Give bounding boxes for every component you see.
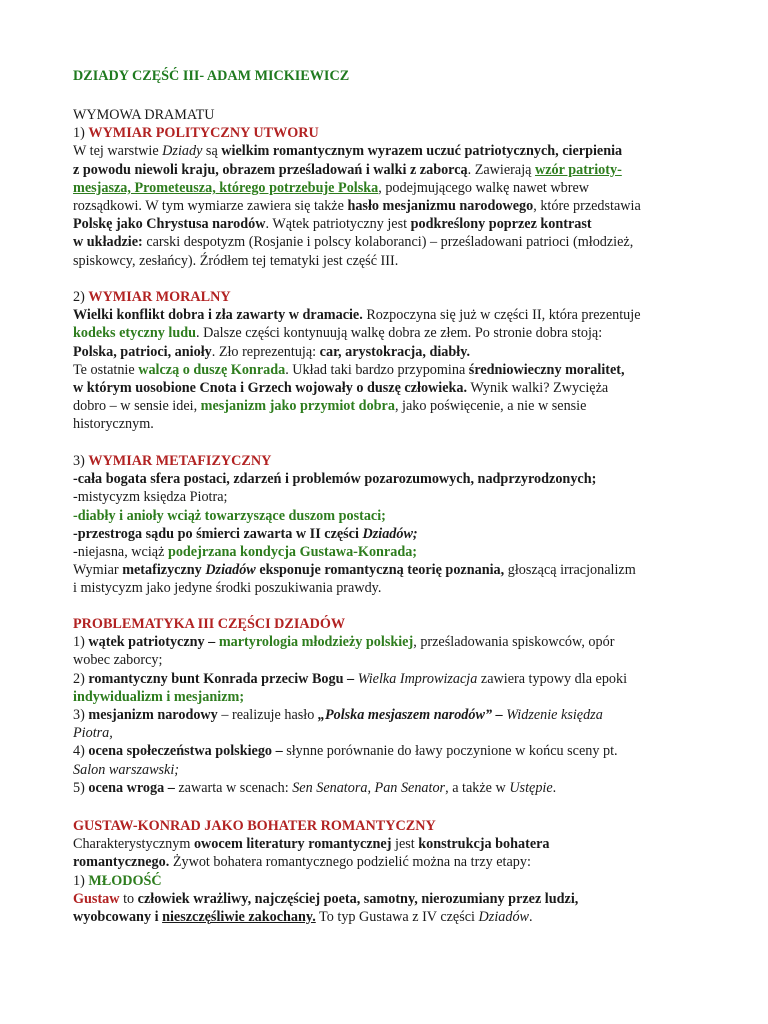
- text-run: W tej warstwie: [73, 143, 163, 160]
- paragraph-line: [73, 706, 684, 724]
- paragraph-line: [73, 197, 684, 215]
- paragraph-line: [73, 397, 684, 415]
- text-run: Polska, patrioci, anioły: [73, 343, 212, 360]
- text-run: dobro – w sensie idei,: [73, 398, 201, 415]
- text-run: to: [119, 890, 138, 907]
- paragraph-line: [73, 415, 684, 433]
- section-problematyka: [73, 615, 684, 797]
- text-run: -mistycyzm księdza Piotra;: [73, 489, 228, 506]
- text-run: w układzie:: [73, 234, 143, 251]
- text-run: Charakterystycznym: [73, 836, 194, 853]
- subsection-heading-line: [73, 872, 684, 890]
- paragraph-line: [73, 343, 684, 361]
- text-run: słynne porównanie do ławy poczynione w końcu sceny pt.: [286, 743, 618, 760]
- paragraph-line: [73, 835, 684, 853]
- text-run: , podejmującego walkę nawet wbrew: [378, 179, 589, 196]
- subsection-heading: WYMIAR POLITYCZNY UTWORU: [88, 125, 319, 142]
- text-run: Ustępie: [509, 779, 553, 796]
- text-run: – realizuje hasło: [217, 706, 318, 723]
- text-run: ocena społeczeństwa polskiego –: [88, 743, 287, 760]
- paragraph-line: [73, 761, 684, 779]
- text-run: wzór patrioty-: [534, 161, 622, 178]
- subsection-heading: WYMIAR METAFIZYCZNY: [88, 453, 272, 469]
- paragraph-line: [73, 488, 684, 506]
- text-run: 1): [73, 634, 89, 651]
- paragraph-line: [73, 507, 684, 525]
- text-run: hasło mesjanizmu narodowego: [347, 197, 534, 214]
- text-run: Dziadów: [205, 562, 256, 579]
- text-run: metafizyczny: [122, 562, 206, 579]
- text-run: spiskowcy, zesłańcy). Źródłem tej tematyki jest część III.: [73, 252, 399, 269]
- text-run: wątek patriotyczny –: [88, 634, 219, 651]
- text-run: podejrzana kondycja Gustawa-Konrada;: [167, 543, 418, 560]
- text-run: romantycznego.: [73, 854, 170, 871]
- text-run: mesjanizm narodowy: [88, 706, 218, 723]
- subsection-heading-line: [73, 452, 684, 470]
- text-run: Dziadów;: [362, 525, 418, 542]
- text-run: zawarta w scenach:: [178, 779, 293, 796]
- paragraph-line: [73, 161, 684, 179]
- text-run: Widzenie księdza: [506, 706, 603, 723]
- paragraph-line: [73, 361, 684, 379]
- text-run: Wielka Improwizacja: [357, 670, 478, 687]
- paragraph-line: [73, 561, 684, 579]
- text-run: Pan Senator: [374, 779, 446, 796]
- paragraph-line: [73, 525, 684, 543]
- paragraph-line: [73, 215, 684, 233]
- paragraph-line: [73, 688, 684, 706]
- text-run: Wymiar: [73, 562, 123, 579]
- text-run: , jako poświęcenie, a nie w sensie: [394, 398, 587, 415]
- text-run: i mistycyzm jako jedyne środki poszukiwania prawdy.: [73, 580, 382, 597]
- text-run: car, arystokracja, diabły.: [319, 343, 471, 360]
- paragraph-line: [73, 853, 684, 871]
- text-run: Dziadów: [478, 908, 529, 925]
- section-wymiar-moralny: [73, 288, 684, 434]
- paragraph-line: [73, 324, 684, 342]
- text-run: .: [529, 908, 533, 925]
- section-heading-line: [73, 817, 684, 835]
- text-run: ,: [367, 779, 375, 796]
- text-run: walczą o duszę Konrada: [138, 361, 286, 378]
- text-run: Polskę jako Chrystusa narodów: [73, 216, 266, 233]
- subsection-heading-line: [73, 288, 684, 306]
- text-run: martyrologia młodzieży polskiej: [218, 634, 414, 651]
- text-run: .: [552, 779, 557, 796]
- paragraph-line: [73, 579, 684, 597]
- text-run: -diabły i anioły wciąż towarzyszące duszom postaci;: [73, 507, 386, 524]
- section-wymiar-metafizyczny: [73, 452, 684, 598]
- paragraph-line: [73, 633, 684, 651]
- section-gustaw-konrad: [73, 817, 684, 926]
- paragraph-line: [73, 908, 684, 926]
- paragraph-line: [73, 470, 684, 488]
- text-run: Salon warszawski;: [73, 761, 180, 778]
- text-run: . Dalsze części kontynuują walkę dobra ze złem. Po stronie dobra stoją:: [195, 325, 603, 342]
- subsection-heading: WYMIAR MORALNY: [88, 289, 231, 305]
- text-run: Wynik walki? Zwycięża: [467, 379, 609, 396]
- paragraph-line: [73, 142, 684, 160]
- section-heading: GUSTAW-KONRAD JAKO BOHATER ROMANTYCZNY: [73, 818, 436, 834]
- text-run: wielkim romantycznym wyrazem uczuć patriotycznych, cierpienia: [221, 143, 623, 160]
- paragraph-line: [73, 379, 684, 397]
- paragraph-line: [73, 233, 684, 251]
- paragraph-line: [73, 742, 684, 760]
- text-run: Gustaw: [73, 890, 120, 907]
- text-run: , prześladowania spiskowców, opór: [413, 634, 615, 651]
- paragraph-line: [73, 779, 684, 797]
- section-heading: WYMOWA DRAMATU: [73, 107, 215, 123]
- text-run: . Zło reprezentują:: [211, 343, 320, 360]
- text-run: mesjanizm jako przymiot dobra: [200, 398, 395, 415]
- text-run: 3): [73, 706, 89, 723]
- list-number: 1): [73, 872, 89, 889]
- text-run: z powodu niewoli kraju, obrazem prześladowań i walki z zaborcą: [73, 161, 468, 178]
- text-run: -niejasna, wciąż: [73, 543, 168, 560]
- text-run: podkreślony poprzez kontrast: [410, 216, 592, 233]
- text-run: historycznym.: [73, 416, 154, 433]
- text-run: 4): [73, 743, 89, 760]
- text-run: 5): [73, 779, 89, 796]
- text-run: głoszącą irracjonalizm: [504, 562, 636, 579]
- text-run: , które przedstawia: [533, 197, 641, 214]
- paragraph-line: [73, 306, 684, 324]
- text-run: kodeks etyczny ludu: [73, 325, 196, 342]
- text-run: jest: [391, 836, 419, 853]
- text-run: 2): [73, 670, 89, 687]
- paragraph-line: [73, 543, 684, 561]
- text-run: , a także w: [445, 779, 510, 796]
- paragraph-line: [73, 724, 684, 742]
- text-run: mesjasza, Prometeusza, którego potrzebuje Polska: [73, 179, 379, 196]
- text-run: konstrukcja bohatera: [418, 836, 550, 853]
- text-run: . Wątek patriotyczny jest: [265, 216, 411, 233]
- list-number: 1): [73, 125, 89, 142]
- text-run: Piotra,: [73, 725, 113, 742]
- paragraph-line: [73, 651, 684, 669]
- text-run: eksponuje romantyczną teorię poznania,: [255, 562, 505, 579]
- text-run: ocena wroga –: [88, 779, 179, 796]
- paragraph-line: [73, 179, 684, 197]
- text-run: zawiera typowy dla epoki: [477, 670, 628, 687]
- section-heading-line: [73, 615, 684, 633]
- text-run: są: [202, 143, 222, 160]
- text-run: indywidualizm i mesjanizm;: [73, 688, 245, 705]
- text-run: Sen Senatora: [292, 779, 368, 796]
- text-run: romantyczny bunt Konrada przeciw Bogu –: [88, 670, 358, 687]
- text-run: wyobcowany i: [73, 908, 163, 925]
- document-title-block: [73, 67, 684, 85]
- text-run: carski despotyzm (Rosjanie i polscy kolaboranci) – prześladowani patrioci (młodzież,: [142, 234, 634, 251]
- document-title: DZIADY CZĘŚĆ III- ADAM MICKIEWICZ: [73, 68, 350, 84]
- paragraph-line: [73, 890, 684, 908]
- text-run: -cała bogata sfera postaci, zdarzeń i problemów pozarozumowych, nadprzyrodzonych;: [73, 471, 597, 488]
- text-run: człowiek wrażliwy, najczęściej poeta, samotny, nierozumiany przez ludzi,: [137, 890, 579, 907]
- text-run: rozsądkowi. W tym wymiarze zawiera się także: [73, 197, 348, 214]
- text-run: w którym uosobione Cnota i Grzech wojowały o duszę człowieka.: [73, 379, 468, 396]
- text-run: Wielki konflikt dobra i zła zawarty w dramacie.: [73, 307, 363, 324]
- text-run: średniowieczny moralitet,: [468, 361, 625, 378]
- text-run: Rozpoczyna się już w części II, która prezentuje: [362, 307, 641, 324]
- subsection-heading: MŁODOŚĆ: [88, 872, 162, 889]
- text-run: „Polska mesjaszem narodów” –: [317, 706, 507, 723]
- text-run: wobec zaborcy;: [73, 652, 163, 669]
- text-run: nieszczęśliwie zakochany.: [162, 908, 316, 925]
- text-run: . Zawierają: [467, 161, 535, 178]
- text-run: Dziady: [162, 143, 203, 160]
- paragraph-line: [73, 252, 684, 270]
- list-number: 3): [73, 453, 89, 469]
- text-run: Żywot bohatera romantycznego podzielić można na trzy etapy:: [169, 854, 531, 871]
- text-run: -przestroga sądu po śmierci zawarta w II części: [73, 525, 363, 542]
- subsection-heading-line: [73, 124, 684, 142]
- section-wymowa-dramatu: [73, 106, 684, 270]
- paragraph-line: [73, 670, 684, 688]
- list-number: 2): [73, 289, 89, 305]
- section-heading: PROBLEMATYKA III CZĘŚCI DZIADÓW: [73, 616, 346, 632]
- text-run: owocem literatury romantycznej: [193, 836, 392, 853]
- text-run: Te ostatnie: [73, 361, 139, 378]
- text-run: To typ Gustawa z IV części: [315, 908, 479, 925]
- text-run: . Układ taki bardzo przypomina: [285, 361, 469, 378]
